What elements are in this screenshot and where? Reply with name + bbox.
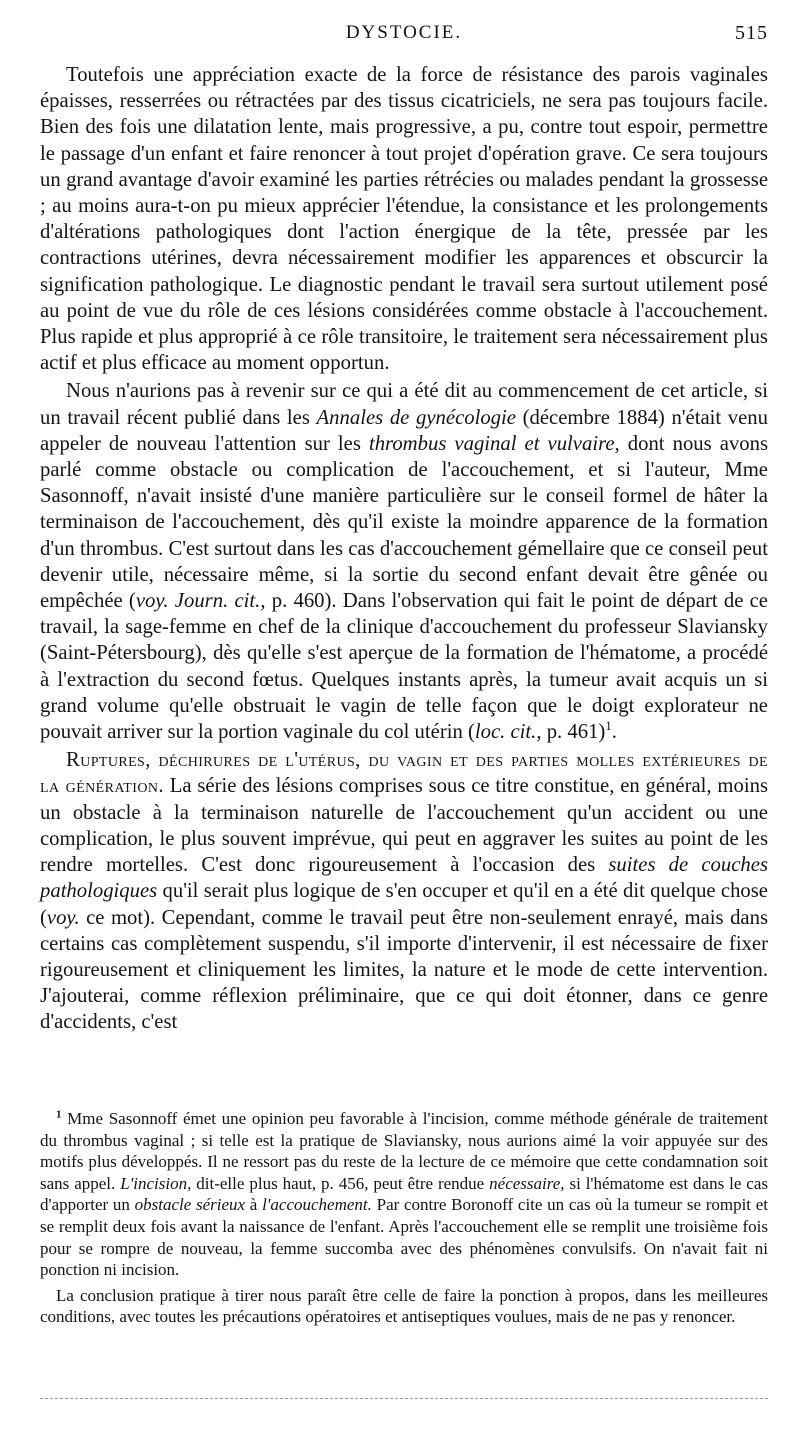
footnote-1-text-c: si l'hématome est dans le cas d'apporter un	[40, 1173, 769, 1215]
section-heading: Ruptures, déchirures de l'utérus, du vagin et des parties molles extérieures de la génération.	[40, 749, 768, 798]
body-text	[40, 62, 768, 1036]
footnote-italic: L'incision,	[120, 1173, 192, 1193]
paragraph-2-text-e: , p. 461)	[536, 721, 606, 744]
footnote-1-text-a: Mme Sasonnoff émet une opinion peu favorable à l'incision, comme méthode générale de traitement du thrombus vaginal ; si telle est la pratique de Slaviansky, nous aurions aimé la voir appuyée sur des motifs plus développés. Il ne ressort pas du reste de la lecture de ce mémoire que cette condamnation soit sans appel.	[40, 1109, 768, 1193]
footnote-reference[interactable]: 1	[605, 718, 612, 734]
footnote-conclusion-text: La conclusion pratique à tirer nous paraît être celle de faire la ponction à propos, dans les meilleures conditions, avec toutes les précautions opératoires et antiseptiques voulues, mais de ne pas y renoncer.	[40, 1285, 768, 1327]
running-head	[40, 22, 768, 52]
paragraph-1	[40, 62, 768, 376]
paragraph-2-end: .	[611, 721, 617, 744]
paragraph-3	[40, 747, 768, 1035]
paragraph-2-text-a: Nous n'aurions pas à revenir sur ce qui a été dit au commencement de cet article, si un travail récent publié dans les	[40, 380, 768, 429]
topic-italic: thrombus vaginal et vulvaire,	[368, 432, 620, 455]
paragraph-3-text-b: qu'il serait plus logique de s'en occuper et qu'il en a été dit quelque chose (	[40, 880, 768, 929]
footnote-number: 1	[56, 1108, 62, 1121]
citation-italic: loc. cit.	[474, 721, 537, 744]
footnote-italic: l'accouchement.	[262, 1195, 372, 1215]
paragraph-1-text: Toutefois une appréciation exacte de la force de résistance des parois vaginales épaisses, resserrées ou rétractées par des tissus cicatriciels, ne sera pas toujours facile. Bien des fois une dilatation lente, mais progressive, a pu, contre tout espoir, permettre le passage d'un enfant et faire renoncer à tout projet d'opération grave. Ce sera toujours un grand avantage d'avoir examiné les parties rétrécies ou malades pendant la grossesse ; au moins aura-t-on pu mieux apprécier l'étendue, la consistance et les prolongements d'altérations pathologiques dont l'action énergique de la tête, pressée par les contractions utérines, devra nécessairement modifier les apparences et obscurcir la signification pathologique. Le diagnostic pendant le travail sera surtout utilement posé au point de vue du rôle de ces lésions considérées comme obstacle à l'accouchement. Plus rapide et plus approprié à ce rôle transitoire, le traitement sera nécessairement plus actif et plus efficace au moment opportun.	[40, 64, 768, 375]
bottom-rule	[40, 1398, 768, 1399]
footnote-1-text-d: à	[245, 1195, 263, 1215]
paragraph-2-text-c: dont nous avons parlé comme obstacle ou complication de l'accouchement, et si l'auteur, Mme Sasonnoff, n'avait insisté d'une manière particulière sur le conseil formel de hâter la terminaison de l'accouchement, dès qu'il existe la moindre apparence de la formation d'un thrombus. C'est surtout dans les cas d'accouchement gémellaire que ce conseil peut devenir utile, nécessaire même, si la sortie du second enfant devait être gênée ou empêchée (	[40, 432, 769, 613]
footnote-1-text-b: dit-elle plus haut, p. 456, peut être rendue	[191, 1173, 490, 1193]
footnote-italic: nécessaire,	[489, 1173, 565, 1193]
paragraph-3-text-c: ce mot). Cependant, comme le travail peut être non-seulement enrayé, mais dans certains cas complètement suspendu, s'il importe d'intervenir, il est nécessaire de fixer rigoureusement et cliniquement les limites, la nature et le mode de cette intervention. J'ajouterai, comme réflexion préliminaire, que ce qui doit étonner, dans ce genre d'accidents, c'est	[40, 906, 768, 1034]
footnote-italic: obstacle sérieux	[134, 1195, 246, 1215]
voy-italic: voy.	[46, 906, 80, 929]
paragraph-3-text-a: La série des lésions comprises sous ce titre constitue, en général, moins un obstacle à la terminaison naturelle de l'accouchement qu'un accident ou une complication, le plus souvent imprévue, qui peut en aggraver les suites au point de les rendre mortelles. C'est donc rigoureusement à l'occasion des	[40, 775, 768, 877]
journal-title: Annales de gynécologie	[316, 406, 516, 429]
running-title: DYSTOCIE.	[345, 22, 463, 43]
footnote-1-text-e: Par contre Boronoff cite un cas où la tumeur se rompit et se remplit deux fois avant la naissance de l'enfant. Après l'accouchement elle se remplit une troisième fois pour se rompre de nouveau, la femme succomba avec des phénomènes convulsifs. On n'avait fait ni ponction ni incision.	[40, 1195, 769, 1280]
footnote-conclusion	[40, 1285, 768, 1328]
paragraph-2	[40, 378, 768, 745]
citation-italic: voy. Journ. cit.	[135, 590, 261, 613]
page-number: 515	[735, 22, 768, 44]
paragraph-2-text-d: , p. 460). Dans l'observation qui fait le point de départ de ce travail, la sage-femme en chef de la clinique d'accouchement du professeur Slaviansky (Saint-Pétersbourg), dès qu'elle s'est aperçue de la formation de l'hématome, a procédé à l'extraction du second fœtus. Quelques instants après, la tumeur avait acquis un si grand volume qu'elle obstruait le vagin de telle façon que le doigt explorateur ne pouvait arriver sur la portion vaginale du col utérin (	[40, 590, 768, 744]
paragraph-2-text-b: (décembre 1884) n'était venu appeler de nouveau l'attention sur les	[40, 406, 768, 455]
cross-reference-italic: suites de couches pathologiques	[40, 854, 768, 903]
footnotes	[40, 1108, 768, 1328]
footnote-1	[40, 1108, 768, 1281]
